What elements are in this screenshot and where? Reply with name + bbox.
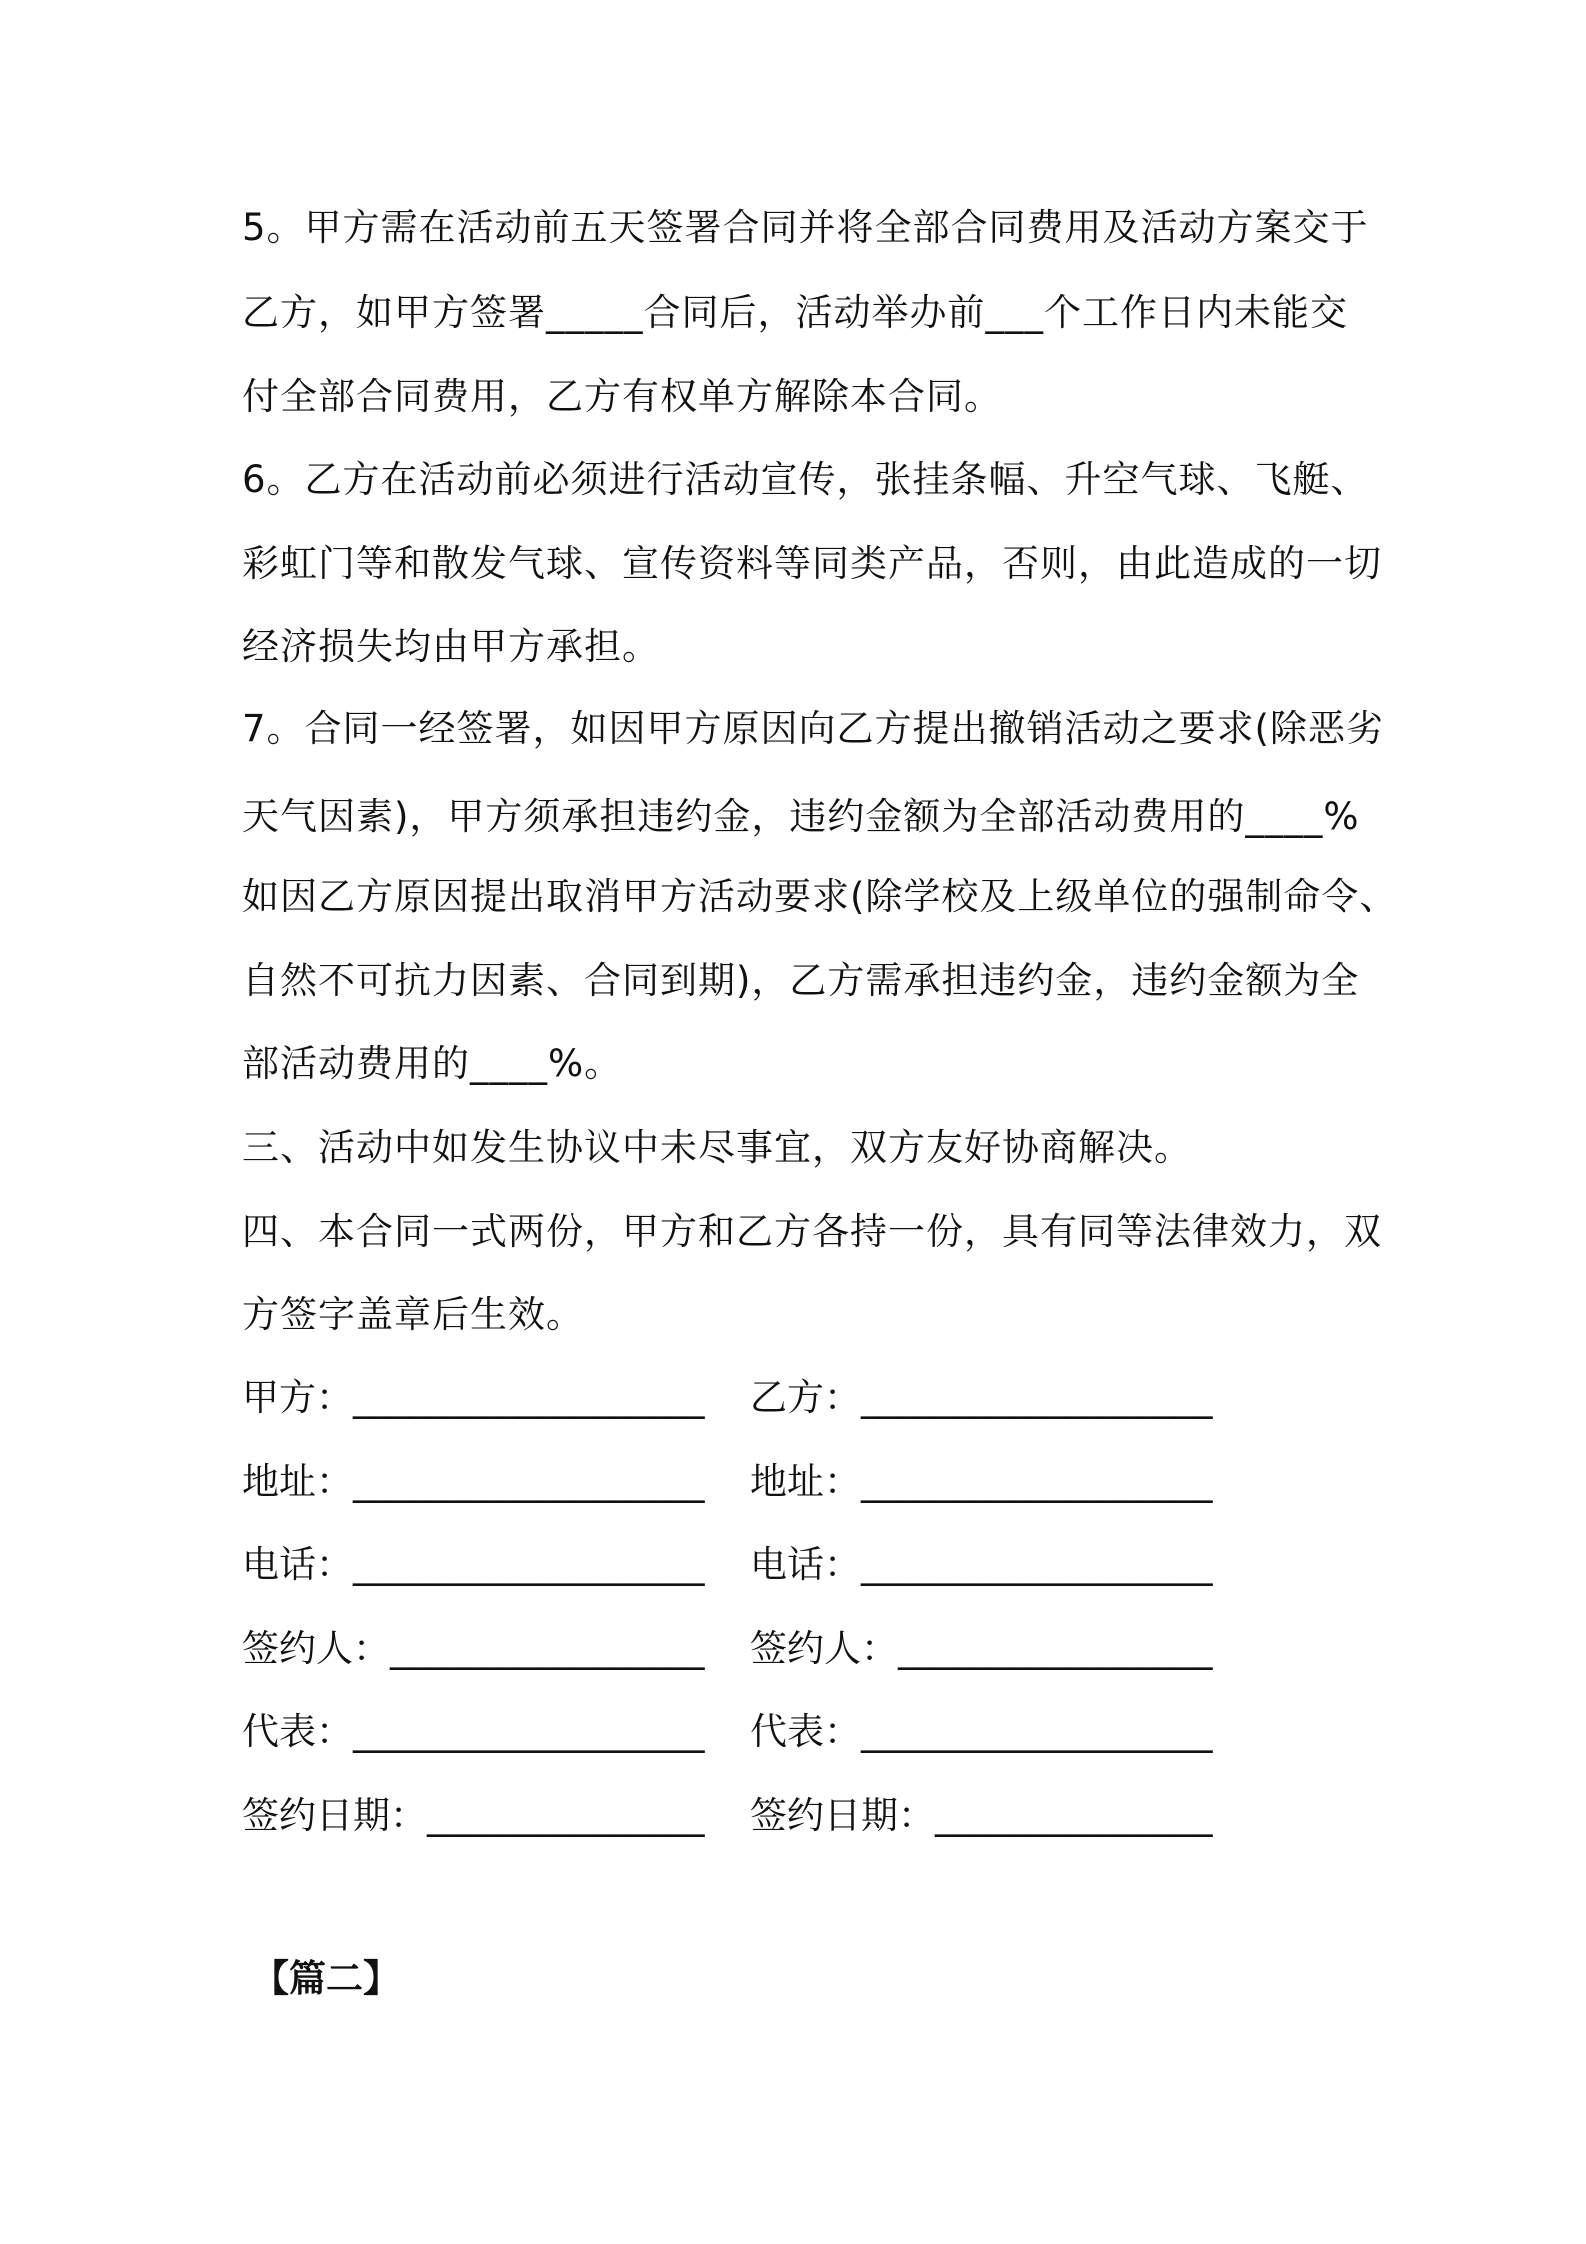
signature-row-address <box>242 1458 1362 1506</box>
paragraph-line: 付全部合同费用，乙方有权单方解除本合同。 <box>242 375 1002 418</box>
paragraph-line: 7。合同一经签署，如因甲方原因向乙方提出撤销活动之要求(除恶劣 <box>242 707 1384 750</box>
phone-b-field: 电话：___________________ <box>750 1543 1213 1586</box>
party-b-field: 乙方：___________________ <box>750 1376 1213 1419</box>
paragraph-line: 自然不可抗力因素、合同到期)，乙方需承担违约金，违约金额为全 <box>242 959 1360 1002</box>
phone-a-field: 电话：___________________ <box>242 1543 705 1586</box>
address-b-field: 地址：___________________ <box>750 1460 1213 1503</box>
paragraph-line: 彩虹门等和散发气球、宣传资料等同类产品，否则，由此造成的一切 <box>242 542 1382 585</box>
signature-row-date <box>242 1792 1362 1840</box>
signature-row-signer <box>242 1625 1362 1673</box>
paragraph-line: 乙方，如甲方签署_____合同后，活动举办前___个工作日内未能交 <box>242 291 1348 334</box>
paragraph-line: 天气因素)，甲方须承担违约金，违约金额为全部活动费用的____% <box>242 795 1360 838</box>
representative-b-field: 代表：___________________ <box>750 1710 1213 1753</box>
paragraph-line: 经济损失均由甲方承担。 <box>242 625 660 668</box>
section-heading: 【篇二】 <box>252 1957 400 2000</box>
paragraph-line: 如因乙方原因提出取消甲方活动要求(除学校及上级单位的强制命令、 <box>242 875 1398 918</box>
representative-a-field: 代表：___________________ <box>242 1710 705 1753</box>
paragraph-line: 方签字盖章后生效。 <box>242 1293 584 1336</box>
paragraph-line: 6。乙方在活动前必须进行活动宣传，张挂条幅、升空气球、飞艇、 <box>242 458 1369 501</box>
paragraph-line: 三、活动中如发生协议中未尽事宜，双方友好协商解决。 <box>242 1126 1192 1169</box>
sign-date-a-field: 签约日期：_______________ <box>242 1794 705 1837</box>
signer-a-field: 签约人：_________________ <box>242 1627 705 1670</box>
signer-b-field: 签约人：_________________ <box>750 1627 1213 1670</box>
paragraph-line: 5。甲方需在活动前五天签署合同并将全部合同费用及活动方案交于 <box>242 206 1369 249</box>
party-a-field: 甲方：___________________ <box>242 1376 705 1419</box>
signature-row-representative <box>242 1708 1362 1756</box>
paragraph-line: 四、本合同一式两份，甲方和乙方各持一份，具有同等法律效力，双 <box>242 1210 1382 1253</box>
signature-row-phone <box>242 1541 1362 1589</box>
sign-date-b-field: 签约日期：_______________ <box>750 1794 1213 1837</box>
signature-row-party <box>242 1374 1362 1422</box>
address-a-field: 地址：___________________ <box>242 1460 705 1503</box>
paragraph-line: 部活动费用的____%。 <box>242 1042 623 1085</box>
